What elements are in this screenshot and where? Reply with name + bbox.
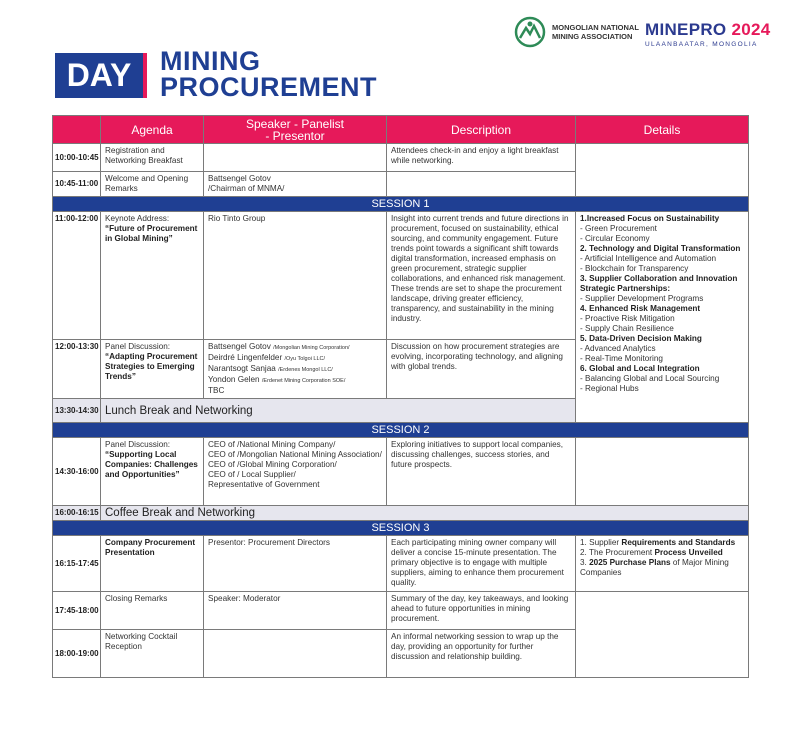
detail-item [580, 558, 744, 578]
row-time: 14:30-16:00 [53, 438, 101, 506]
row-time: 11:00-12:00 [53, 212, 101, 340]
detail-emphasis: Requirements and Standards [621, 538, 736, 547]
panelist [208, 353, 382, 364]
day-badge: DAY [55, 53, 147, 98]
title-line-2: PROCUREMENT [160, 72, 378, 102]
panelist-name: Yondon Gelen [208, 375, 260, 384]
row-details [576, 438, 749, 506]
panelist: CEO of /Mongolian National Mining Association/ [208, 450, 382, 459]
panelist [208, 375, 382, 386]
row-speaker: Speaker: Moderator [204, 592, 387, 630]
session-3-label: SESSION 3 [53, 521, 749, 536]
row-time: 12:00-13:30 [53, 340, 101, 399]
header-speaker-line2: - Presentor [265, 128, 325, 143]
header-speaker [204, 116, 387, 144]
session-row [53, 197, 749, 212]
panelist [208, 364, 382, 375]
table-header-row [53, 116, 749, 144]
detail-heading: 4. Enhanced Risk Management [580, 304, 701, 313]
detail-emphasis: Process Unveiled [654, 548, 723, 557]
row-description [387, 172, 576, 197]
mnma-emblem-icon [514, 16, 546, 48]
table-row [53, 212, 749, 340]
detail-heading: 2. Technology and Digital Transformation [580, 244, 741, 253]
row-speaker [204, 172, 387, 197]
row-speaker: Rio Tinto Group [204, 212, 387, 340]
row-details [576, 592, 749, 678]
agenda-prefix: Panel Discussion: [105, 440, 171, 449]
mnma-logo [514, 16, 664, 48]
row-time: 16:15-17:45 [53, 536, 101, 592]
title-line-1: MINING [160, 46, 261, 76]
break-label: Lunch Break and Networking [101, 399, 576, 423]
row-speaker [204, 144, 387, 172]
row-description: Each participating mining owner company will deliver a concise 15-minute presentation. The primary objective is to engage with multiple suppliers, aiming to enhance them procurement quality. [387, 536, 576, 592]
detail-item: - Artificial Intelligence and Automation [580, 254, 717, 263]
detail-item [580, 548, 744, 558]
minepro-year: 2024 [731, 20, 771, 39]
detail-text: 1. Supplier [580, 538, 622, 547]
row-description: Discussion on how procurement strategies are evolving, incorporating technology, and aligning with global trends. [387, 340, 576, 399]
table-row [53, 592, 749, 630]
header-details: Details [576, 116, 749, 144]
session-3-details [576, 536, 749, 592]
header-time [53, 116, 101, 144]
detail-item: - Regional Hubs [580, 384, 639, 393]
detail-item: - Real-Time Monitoring [580, 354, 663, 363]
panelist: TBC [208, 386, 225, 395]
panelist-name: Deirdré Lingenfelder [208, 353, 283, 362]
speaker-title: /Chairman of MNMA/ [208, 184, 285, 193]
agenda-title: “Adapting Procurement Strategies to Emerging Trends” [105, 352, 198, 381]
minepro-location: ULAANBAATAR, MONGOLIA [645, 41, 758, 48]
row-description: An informal networking session to wrap up the day, providing an opportunity for further discussion and relationship building. [387, 630, 576, 678]
panelist-org: /Mongolian Mining Corporation/ [273, 345, 350, 351]
session-1-details [576, 212, 749, 423]
agenda-title: “Supporting Local Companies: Challenges and Opportunities” [105, 450, 198, 479]
row-description: Insight into current trends and future directions in procurement, focused on sustainability, ethical sourcing, and community engagement. Future trends point towards a significant shift towards digital transformation, increased emphasis on green procurement, strategic supplier collaborations, and enhanced risk management. These trends are set to shape the procurement landscape, driving greater efficiency, transparency, and sustainability in the mining industry. [387, 212, 576, 340]
table-row [53, 144, 749, 172]
header-speaker-line1: Speaker - Panelist [245, 116, 345, 131]
detail-item: - Balancing Global and Local Sourcing [580, 374, 720, 383]
row-details [576, 144, 749, 197]
minepro-logo [645, 21, 771, 48]
row-agenda [101, 212, 204, 340]
table-row [53, 536, 749, 592]
detail-text: of Major Mining Companies [580, 558, 729, 577]
row-agenda: Company Procurement Presentation [101, 536, 204, 592]
row-agenda: Closing Remarks [101, 592, 204, 630]
break-label: Coffee Break and Networking [101, 506, 749, 521]
agenda-prefix: Keynote Address: [105, 214, 170, 223]
detail-emphasis: 2025 Purchase Plans [589, 558, 671, 567]
detail-text: 3. [580, 558, 590, 567]
agenda-table [52, 115, 749, 678]
panelist: CEO of /National Mining Company/ [208, 440, 336, 449]
session-row [53, 521, 749, 536]
row-time: 10:00-10:45 [53, 144, 101, 172]
row-speaker [204, 630, 387, 678]
page-title [160, 48, 377, 100]
panelist: CEO of / Local Supplier/ [208, 470, 296, 479]
row-agenda: Welcome and Opening Remarks [101, 172, 204, 197]
panelist-org: /Oyu Tolgoi LLC/ [284, 356, 326, 362]
row-description: Summary of the day, key takeaways, and looking ahead to future opportunities in mining procurement. [387, 592, 576, 630]
row-time: 13:30-14:30 [53, 399, 101, 423]
session-1-label: SESSION 1 [53, 197, 749, 212]
session-2-label: SESSION 2 [53, 423, 749, 438]
table-row [53, 438, 749, 506]
row-time: 17:45-18:00 [53, 592, 101, 630]
row-agenda [101, 340, 204, 399]
row-speaker [204, 340, 387, 399]
detail-item: - Supply Chain Resilience [580, 324, 674, 333]
detail-item: - Proactive Risk Mitigation [580, 314, 675, 323]
panelist: CEO of /Global Mining Corporation/ [208, 460, 337, 469]
panelist: Representative of Government [208, 480, 320, 489]
panelist [208, 342, 382, 353]
row-agenda: Registration and Networking Breakfast [101, 144, 204, 172]
row-agenda [101, 438, 204, 506]
agenda-prefix: Panel Discussion: [105, 342, 171, 351]
detail-heading: 5. Data-Driven Decision Making [580, 334, 702, 343]
panelist-name: Narantsogt Sanjaa [208, 364, 276, 373]
detail-item [580, 538, 744, 548]
row-time: 16:00-16:15 [53, 506, 101, 521]
header-agenda: Agenda [101, 116, 204, 144]
minepro-wordmark: MINEPRO [645, 20, 727, 39]
row-description: Exploring initiatives to support local companies, discussing challenges, success stories, and future prospects. [387, 438, 576, 506]
row-time: 18:00-19:00 [53, 630, 101, 678]
detail-heading: 3. Supplier Collaboration and Innovation Strategic Partnerships: [580, 274, 738, 293]
row-speaker: Presentor: Procurement Directors [204, 536, 387, 592]
detail-heading: 1.Increased Focus on Sustainability [580, 214, 720, 223]
panelist-org: /Erdenet Mining Corporation SOE/ [261, 378, 346, 384]
row-description: Attendees check-in and enjoy a light breakfast while networking. [387, 144, 576, 172]
mnma-name: MONGOLIAN NATIONAL MINING ASSOCIATION [552, 23, 639, 41]
row-time: 10:45-11:00 [53, 172, 101, 197]
detail-item: - Blockchain for Transparency [580, 264, 689, 273]
detail-item: - Circular Economy [580, 234, 650, 243]
panelist-org: /Erdenes Mongol LLC/ [278, 367, 333, 373]
break-row [53, 506, 749, 521]
header-description: Description [387, 116, 576, 144]
detail-item: - Green Procurement [580, 224, 657, 233]
session-row [53, 423, 749, 438]
detail-item: - Advanced Analytics [580, 344, 656, 353]
speaker-name: Battsengel Gotov [208, 174, 271, 183]
row-agenda: Networking Cocktail Reception [101, 630, 204, 678]
agenda-title: “Future of Procurement in Global Mining” [105, 224, 198, 243]
detail-text: 2. The Procurement [580, 548, 655, 557]
detail-heading: 6. Global and Local Integration [580, 364, 700, 373]
row-speaker [204, 438, 387, 506]
panelist-name: Battsengel Gotov [208, 342, 271, 351]
detail-item: - Supplier Development Programs [580, 294, 704, 303]
